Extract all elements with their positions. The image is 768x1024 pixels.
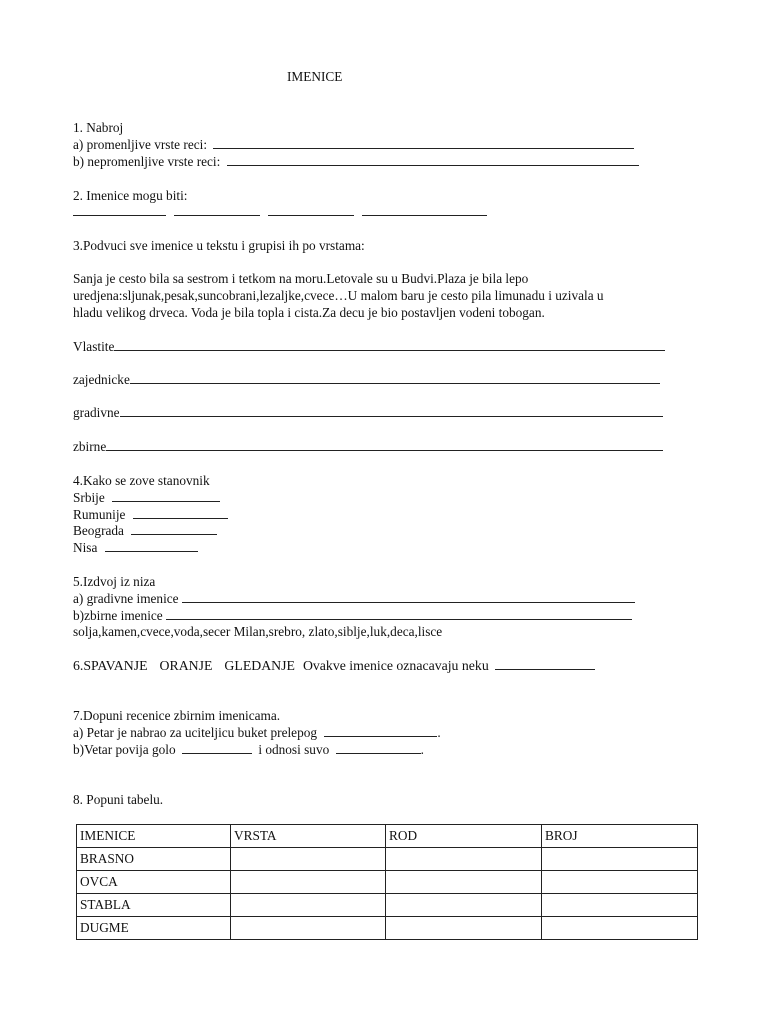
q7-b-label-1: b)Vetar povija golo	[73, 742, 176, 757]
row-noun-dugme: DUGME	[77, 917, 231, 940]
q5-word-list: solja,kamen,cvece,voda,secer Milan,srebro, zlato,siblje,luk,deca,lisce	[73, 624, 443, 639]
q7-b-period: .	[420, 742, 424, 757]
q1-heading: 1. Nabroj	[73, 120, 124, 135]
q7-a-blank[interactable]	[324, 725, 437, 737]
q7-b-blank-1[interactable]	[182, 742, 252, 754]
cell-rod[interactable]	[386, 917, 542, 940]
table-row	[77, 848, 698, 871]
q4-blank-beograda[interactable]	[131, 523, 217, 535]
q2-blank-1[interactable]	[73, 204, 166, 216]
header-rod: ROD	[386, 825, 542, 848]
row-noun-brasno: BRASNO	[77, 848, 231, 871]
q6-row	[73, 658, 595, 674]
q4-row-beograda	[73, 523, 217, 539]
q7-b-blank-2[interactable]	[336, 742, 421, 754]
q8-table	[76, 824, 698, 940]
q1-a-blank[interactable]	[213, 137, 634, 149]
q4-label-nisa: Nisa	[73, 540, 98, 555]
q7-heading: 7.Dopuni recenice zbirnim imenicama.	[73, 708, 281, 723]
cell-vrsta[interactable]	[231, 848, 386, 871]
q7-a-row	[73, 725, 441, 741]
q2-blanks	[73, 204, 487, 218]
q3-gradivne-row	[73, 405, 663, 421]
q4-blank-srbije[interactable]	[112, 490, 220, 502]
cell-broj[interactable]	[542, 917, 698, 940]
q6-word-spavanje: 6.SPAVANJE	[73, 658, 148, 673]
q5-b-row	[73, 608, 632, 624]
q6-word-gledanje: GLEDANJE	[224, 658, 295, 673]
q6-word-oranje: ORANJE	[159, 658, 213, 673]
q7-b-label-2: i odnosi suvo	[258, 742, 330, 757]
q3-gradivne-blank[interactable]	[120, 405, 663, 417]
q3-zajednicke-label: zajednicke	[73, 372, 130, 387]
q2-heading: 2. Imenice mogu biti:	[73, 188, 188, 203]
q3-text-line-3: hladu velikog drveca. Voda je bila topla i cista.Za decu je bio postavljen vodeni tobogan.	[73, 305, 545, 320]
q3-zbirne-label: zbirne	[73, 439, 107, 454]
q8-heading: 8. Popuni tabelu.	[73, 792, 164, 807]
cell-broj[interactable]	[542, 871, 698, 894]
q3-gradivne-label: gradivne	[73, 405, 120, 420]
q7-b-row	[73, 742, 424, 758]
cell-vrsta[interactable]	[231, 871, 386, 894]
header-broj: BROJ	[542, 825, 698, 848]
q5-b-blank[interactable]	[166, 608, 632, 620]
cell-broj[interactable]	[542, 894, 698, 917]
cell-rod[interactable]	[386, 894, 542, 917]
row-noun-ovca: OVCA	[77, 871, 231, 894]
q3-vlastite-row	[73, 339, 665, 355]
cell-vrsta[interactable]	[231, 917, 386, 940]
q5-b-label: b)zbirne imenice	[73, 608, 163, 623]
q3-text-line-1: Sanja je cesto bila sa sestrom i tetkom na moru.Letovale su u Budvi.Plaza je bila lepo	[73, 271, 529, 286]
q4-blank-nisa[interactable]	[105, 540, 198, 552]
q4-row-nisa	[73, 540, 198, 556]
q4-heading: 4.Kako se zove stanovnik	[73, 473, 210, 488]
q3-vlastite-label: Vlastite	[73, 339, 115, 354]
q1-b-label: b) nepromenljive vrste reci:	[73, 154, 221, 169]
q3-text-line-2: uredjena:sljunak,pesak,suncobrani,lezaljke,cvece…U malom baru je cesto pila limunadu i uzivala u	[73, 288, 604, 303]
q4-blank-rumunije[interactable]	[133, 507, 228, 519]
q3-vlastite-blank[interactable]	[114, 339, 665, 351]
q3-zbirne-row	[73, 439, 663, 455]
q3-heading: 3.Podvuci sve imenice u tekstu i grupisi ih po vrstama:	[73, 238, 365, 253]
q4-label-beograda: Beograda	[73, 523, 124, 538]
q5-a-row	[73, 591, 635, 607]
header-imenice: IMENICE	[77, 825, 231, 848]
q2-blank-2[interactable]	[174, 204, 260, 216]
q7-a-period: .	[437, 725, 441, 740]
table-row	[77, 917, 698, 940]
q6-prompt: Ovakve imenice oznacavaju neku	[302, 658, 489, 673]
cell-broj[interactable]	[542, 848, 698, 871]
page-title: IMENICE	[287, 69, 343, 84]
q5-heading: 5.Izdvoj iz niza	[73, 574, 156, 589]
q4-row-srbije	[73, 490, 220, 506]
cell-rod[interactable]	[386, 871, 542, 894]
q7-a-label: a) Petar je nabrao za uciteljicu buket prelepog	[73, 725, 318, 740]
row-noun-stabla: STABLA	[77, 894, 231, 917]
q2-blank-4[interactable]	[362, 204, 487, 216]
q6-blank[interactable]	[495, 658, 595, 670]
q5-a-blank[interactable]	[182, 591, 635, 603]
q2-blank-3[interactable]	[268, 204, 354, 216]
table-row	[77, 871, 698, 894]
q1-a-label: a) promenljive vrste reci:	[73, 137, 208, 152]
table-header-row	[77, 825, 698, 848]
q5-a-label: a) gradivne imenice	[73, 591, 179, 606]
q3-zajednicke-blank[interactable]	[130, 372, 660, 384]
header-vrsta: VRSTA	[231, 825, 386, 848]
q3-zbirne-blank[interactable]	[106, 439, 663, 451]
table-row	[77, 894, 698, 917]
q4-label-rumunije: Rumunije	[73, 507, 126, 522]
q1-b-row	[73, 154, 639, 170]
q1-b-blank[interactable]	[227, 154, 639, 166]
q3-zajednicke-row	[73, 372, 660, 388]
q4-label-srbije: Srbije	[73, 490, 105, 505]
cell-rod[interactable]	[386, 848, 542, 871]
q4-row-rumunije	[73, 507, 228, 523]
q1-a-row	[73, 137, 634, 153]
cell-vrsta[interactable]	[231, 894, 386, 917]
